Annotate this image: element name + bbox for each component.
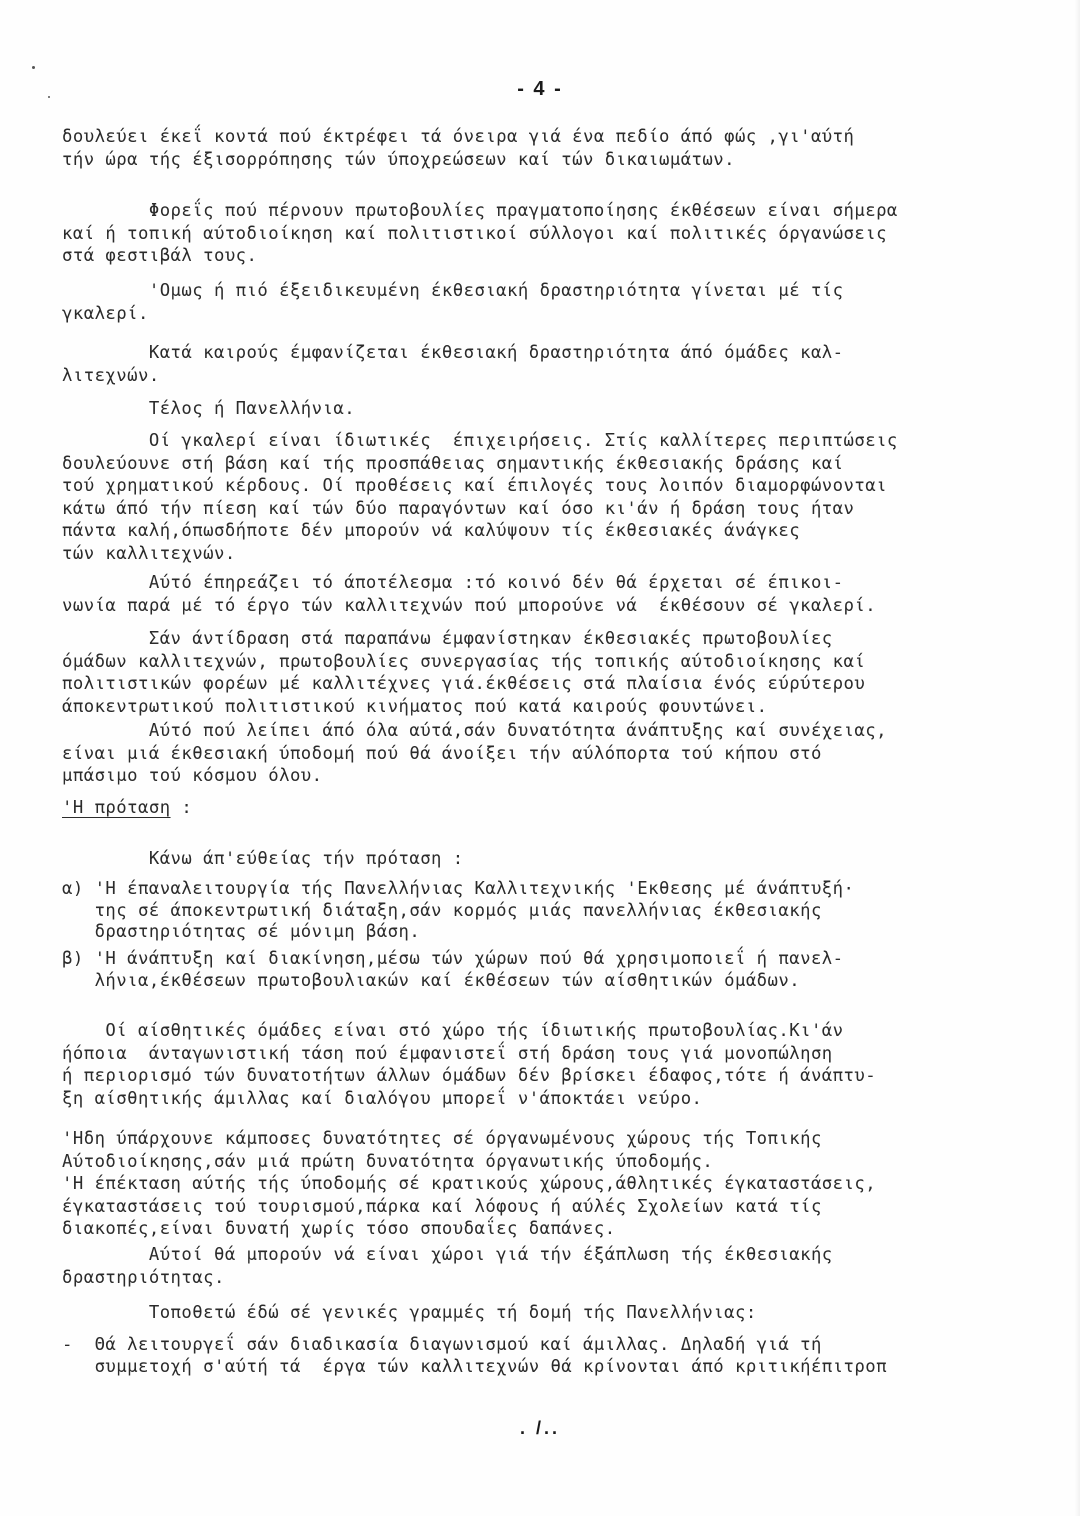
section-heading-colon: : [170, 798, 193, 818]
paragraph-line: διακοπές,είναι δυνατή χωρίς τόσο σπουδαΐες δαπάνες. [62, 1219, 616, 1240]
paragraph-line: Αύτό έπηρεάζει τό άποτέλεσμα :τό κοινό δέν θά έρχεται σέ έπικοι- [62, 573, 844, 593]
paragraph-line: Αύτοδιοίκησης,σάν μιά πρώτη δυνατότητα όργανωτικής ύποδομής. [62, 1151, 714, 1172]
paragraph-line: 'Η έπέκταση αύτής τής ύποδομής σέ κρατικούς χώρους,άθλητικές έγκαταστάσεις, [62, 1174, 877, 1195]
paragraph-line: 'Ηδη ύπάρχουνε κάμποσες δυνατότητες σέ όργανωμένους χώρους τής Τοπικής [62, 1129, 822, 1149]
paragraph-line: ή περιορισμό τών δυνατοτήτων άλλων όμάδων δέν βρίσκει έδαφος,τότε ή άνάπτυ- [62, 1066, 877, 1087]
paragraph-line: Σάν άντίδραση στά παραπάνω έμφανίστηκαν έκθεσιακές πρωτοβουλίες [62, 629, 833, 649]
scan-edge [1074, 0, 1080, 1516]
paragraph-line: γκαλερί. [62, 303, 149, 324]
paragraph-line: λιτεχνών. [62, 365, 160, 386]
paragraph-line: μπάσιμο τού κόσμου όλου. [62, 766, 323, 787]
paragraph-line: καί ή τοπική αύτοδιοίκηση καί πολιτιστικοί σύλλογοι καί πολιτικές όργανώσεις [62, 223, 887, 244]
paragraph-line: ξη αίσθητικής άμιλλας καί διαλόγου μπορεΐ ν'άποκτάει νεύρο. [62, 1088, 703, 1109]
paragraph-line: συμμετοχή σ'αύτή τά έργα τών καλλιτεχνών θά κρίνονται άπό κριτικήέπιτροπ [62, 1356, 887, 1377]
paragraph-line: πολιτιστικών φορέων μέ καλλιτέχνες γιά.έκθέσεις στά πλαίσια ένός εύρύτερου [62, 674, 866, 695]
continuation-mark: . /.. [519, 1418, 560, 1438]
section-heading-text: 'Η πρόταση [62, 798, 171, 818]
paragraph-line: της σέ άποκεντρωτική διάταξη,σάν κορμός μιάς πανελλήνιας έκθεσιακής [62, 900, 822, 921]
paragraph-line: πάντα καλή,όπωσδήποτε δέν μπορούν νά καλύψουν τίς έκθεσιακές άνάγκες [62, 521, 801, 542]
paragraph-line: είναι μιά έκθεσιακή ύποδομή πού θά άνοίξει τήν αύλόπορτα τού κήπου στό [62, 743, 822, 764]
paragraph-line: Κατά καιρούς έμφανίζεται έκθεσιακή δραστηριότητα άπό όμάδες καλ- [62, 343, 844, 363]
paragraph-line: ήόποια άνταγωνιστική τάση πού έμφανιστεΐ στή δράση τους γιά μονοπώληση [62, 1043, 833, 1064]
paragraph-line: έγκαταστάσεις τού τουρισμού,πάρκα καί λόφους ή αύλές Σχολείων κατά τίς [62, 1196, 822, 1217]
paragraph-line: λήνια,έκθέσεων πρωτοβουλιακών καί έκθέσεων τών αίσθητικών όμάδων. [62, 970, 801, 991]
paragraph-line: 'Ομως ή πιό έξειδικευμένη έκθεσιακή δραστηριότητα γίνεται μέ τίς [62, 281, 844, 301]
paragraph-line: Οί αίσθητικές όμάδες είναι στό χώρο τής ίδιωτικής πρωτοβουλίας.Κι'άν [62, 1021, 844, 1041]
paragraph-line: Αύτό πού λείπει άπό όλα αύτά,σάν δυνατότητα άνάπτυξης καί συνέχειας, [62, 721, 887, 741]
paragraph-line: τήν ώρα τής έξισορρόπησης τών ύποχρεώσεων καί τών δικαιωμάτων. [62, 149, 735, 170]
page-number: - 4 - [517, 78, 563, 100]
paragraph-line: Κάνω άπ'εύθείας τήν πρόταση : [62, 849, 464, 869]
paragraph-line: δραστηριότητας σέ μόνιμη βάση. [62, 922, 421, 942]
paragraph-line: δραστηριότητας. [62, 1267, 225, 1288]
section-heading [62, 797, 192, 819]
paragraph-line: στά φεστιβάλ τους. [62, 246, 258, 267]
paragraph-line: Τέλος ή Πανελλήνια. [62, 399, 356, 419]
paragraph-line: όμάδων καλλιτεχνών, πρωτοβουλίες συνεργασίας τής τοπικής αύτοδιοίκησης καί [62, 651, 866, 672]
paragraph-line: τών καλλιτεχνών. [62, 544, 236, 564]
paragraph-line: άποκεντρωτικού πολιτιστικού κινήματος πού κατά καιρούς φουντώνει. [62, 696, 768, 717]
paragraph-line: Φορεΐς πού πέρνουν πρωτοβουλίες πραγματοποίησης έκθέσεων είναι σήμερα [62, 201, 898, 221]
paragraph-line: Τοποθετώ έδώ σέ γενικές γραμμές τή δομή τής Πανελλήνιας: [62, 1303, 757, 1323]
paragraph-line: τού χρηματικού κέρδους. Οί προθέσεις καί έπιλογές τους λοιπόν διαμορφώνονται [62, 476, 887, 497]
paragraph-line: α) 'Η έπαναλειτουργία τής Πανελλήνιας Καλλιτεχνικής 'Εκθεσης μέ άνάπτυξή· [62, 879, 855, 899]
paragraph-line: Οί γκαλερί είναι ίδιωτικές έπιχειρήσεις. Στίς καλλίτερες περιπτώσεις [62, 431, 898, 451]
paragraph-line: κάτω άπό τήν πίεση καί τών δύο παραγόντων καί όσο κι'άν ή δράση τους ήταν [62, 498, 855, 519]
paragraph-line: δουλεύει έκεΐ κοντά πού έκτρέφει τά όνειρα γιά ένα πεδίο άπό φώς ,γι'αύτή [62, 127, 855, 147]
scan-speck [32, 66, 35, 69]
paragraph-line: νωνία παρά μέ τό έργο τών καλλιτεχνών πού μπορούνε νά έκθέσουν σέ γκαλερί. [62, 595, 877, 616]
paragraph-line: β) 'Η άνάπτυξη καί διακίνηση,μέσω τών χώρων πού θά χρησιμοποιεΐ ή πανελ- [62, 949, 844, 969]
paragraph-line: δουλεύουνε στή βάση καί τής προσπάθειας σημαντικής έκθεσιακής δράσης καί [62, 453, 844, 474]
paragraph-line: Αύτοί θά μπορούν νά είναι χώροι γιά τήν έξάπλωση τής έκθεσιακής [62, 1245, 833, 1265]
paragraph-line: - Θά λειτουργεΐ σάν διαδικασία διαγωνισμού καί άμιλλας. Δηλαδή γιά τή [62, 1335, 822, 1355]
